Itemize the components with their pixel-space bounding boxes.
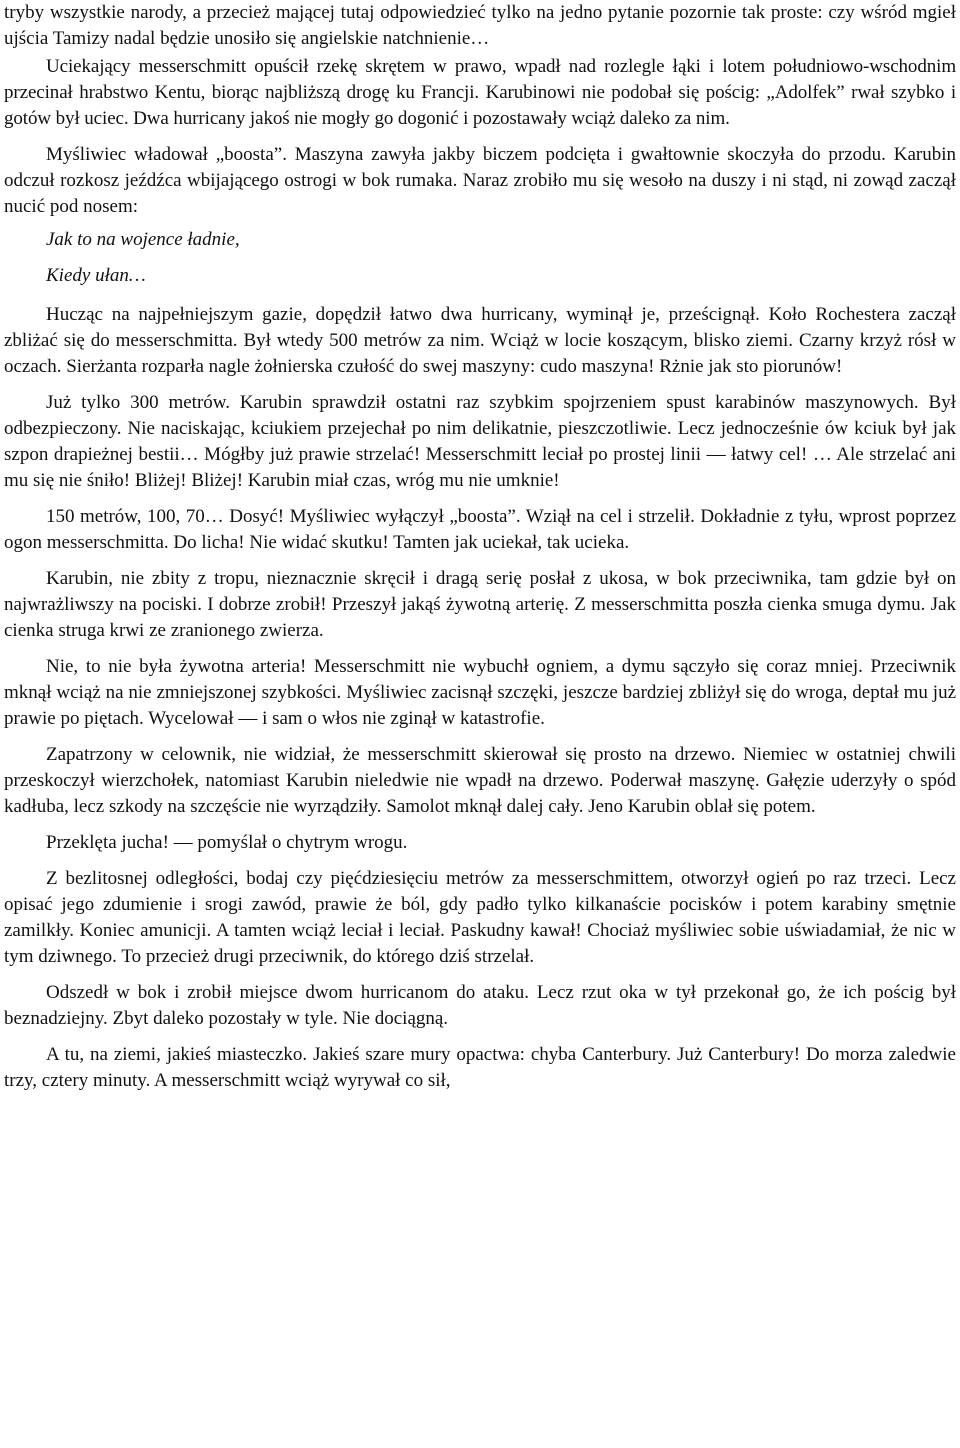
- paragraph-11: Z bezlitosnej odległości, bodaj czy pięćdziesięciu metrów za messerschmittem, otworzył ogień po raz trzeci. Lecz opisać jego zdumienie i srogi zawód, prawie że ból, gdy padło tylko kilkanaście pocisków i potem karabiny smętnie zamilkły. Koniec amunicji. A tamten wciąż leciał i leciał. Paskudny kawał! Chociaż myśliwiec sobie uświadamiał, że nic w tym dziwnego. To przecież drugi przeciwnik, do którego dziś strzelał.: [4, 868, 956, 967]
- paragraph-6: 150 metrów, 100, 70… Dosyć! Myśliwiec wyłączył „boosta”. Wziął na cel i strzelił. Dokładnie z tyłu, wprost poprzez ogon messerschmitta. Do licha! Nie widać skutku! Tamten jak uciekał, tak ucieka.: [4, 506, 956, 553]
- paragraph-8: Nie, to nie była żywotna arteria! Messerschmitt nie wybuchł ogniem, a dymu sączyło się coraz mniej. Przeciwnik mknął wciąż na nie zmniejszonej szybkości. Myśliwiec zacisnął szczęki, jeszcze bardziej zbliżył się do wroga, deptał mu już prawie po piętach. Wycelował — i sam o włos nie zginął w katastrofie.: [4, 656, 956, 729]
- paragraph-13: A tu, na ziemi, jakieś miasteczko. Jakieś szare mury opactwa: chyba Canterbury. Już Canterbury! Do morza zaledwie trzy, cztery minuty. A messerschmitt wciąż wyrywał co sił,: [4, 1044, 956, 1091]
- paragraph-7: Karubin, nie zbity z tropu, nieznacznie skręcił i dragą serię posłał z ukosa, w bok przeciwnika, tam gdzie był on najwrażliwszy na pociski. I dobrze zrobił! Przeszył jakąś żywotną arterię. Z messerschmitta poszła cienka smuga dymu. Jak cienka struga krwi ze zranionego zwierza.: [4, 568, 956, 641]
- poem-line-1: Jak to na wojence ładnie,: [46, 229, 240, 250]
- paragraph-2: Uciekający messerschmitt opuścił rzekę skrętem w prawo, wpadł nad rozlegle łąki i lotem południowo-wschodnim przecinał hrabstwo Kentu, biorąc najbliższą drogę ku Francji. Karubinowi nie podobał się pościg: „Adolfek” rwał szybko i gotów był uciec. Dwa hurricany jakoś nie mogły go dogonić i pozostawały wciąż daleko za nim.: [4, 56, 956, 129]
- poem: [4, 222, 956, 294]
- paragraph-5: Już tylko 300 metrów. Karubin sprawdził ostatni raz szybkim spojrzeniem spust karabinów maszynowych. Był odbezpieczony. Nie naciskając, kciukiem przejechał po nim delikatnie, pieszczotliwie. Lecz jednocześnie ów kciuk był jak szpon drapieżnej bestii… Mógłby już prawie strzelać! Messerschmitt leciał po prostej linii — łatwy cel! … Ale strzelać ani mu się nie śniło! Bliżej! Bliżej! Karubin miał czas, wróg mu nie umknie!: [4, 392, 956, 491]
- paragraph-1: tryby wszystkie narody, a przecież mającej tutaj odpowiedzieć tylko na jedno pytanie pozornie tak proste: czy wśród mgieł ujścia Tamizy nadal będzie unosiło się angielskie natchnienie…: [4, 2, 956, 49]
- paragraph-9: Zapatrzony w celownik, nie widział, że messerschmitt skierował się prosto na drzewo. Niemiec w ostatniej chwili przeskoczył wierzchołek, natomiast Karubin nieledwie nie wpadł na drzewo. Poderwał maszynę. Gałęzie uderzyły o spód kadłuba, lecz szkody na szczęście nie wyrządziły. Samolot mknął dalej cały. Jeno Karubin oblał się potem.: [4, 744, 956, 817]
- paragraph-4: Hucząc na najpełniejszym gazie, dopędził łatwo dwa hurricany, wyminął je, prześcignął. Koło Rochestera zaczął zbliżać się do messerschmitta. Był wtedy 500 metrów za nim. Wciąż w locie koszącym, blisko ziemi. Czarny krzyż rósł w oczach. Sierżanta rozparła nagle żołnierska czułość do swej maszyny: cudo maszyna! Rżnie jak sto piorunów!: [4, 304, 956, 377]
- paragraph-12: Odszedł w bok i zrobił miejsce dwom hurricanom do ataku. Lecz rzut oka w tył przekonał go, że ich pościg był beznadziejny. Zbyt daleko pozostały w tyle. Nie dociągną.: [4, 982, 956, 1029]
- paragraph-10: Przeklęta jucha! — pomyślał o chytrym wrogu.: [46, 832, 408, 853]
- poem-line-2: Kiedy ułan…: [46, 265, 146, 286]
- document-page: [4, 0, 956, 1094]
- paragraph-3: Myśliwiec władował „boosta”. Maszyna zawyła jakby biczem podcięta i gwałtownie skoczyła do przodu. Karubin odczuł rozkosz jeźdźca wbijającego ostrogi w bok rumaka. Naraz zrobiło mu się wesoło na duszy i ni stąd, ni zowąd zaczął nucić pod nosem:: [4, 144, 956, 217]
